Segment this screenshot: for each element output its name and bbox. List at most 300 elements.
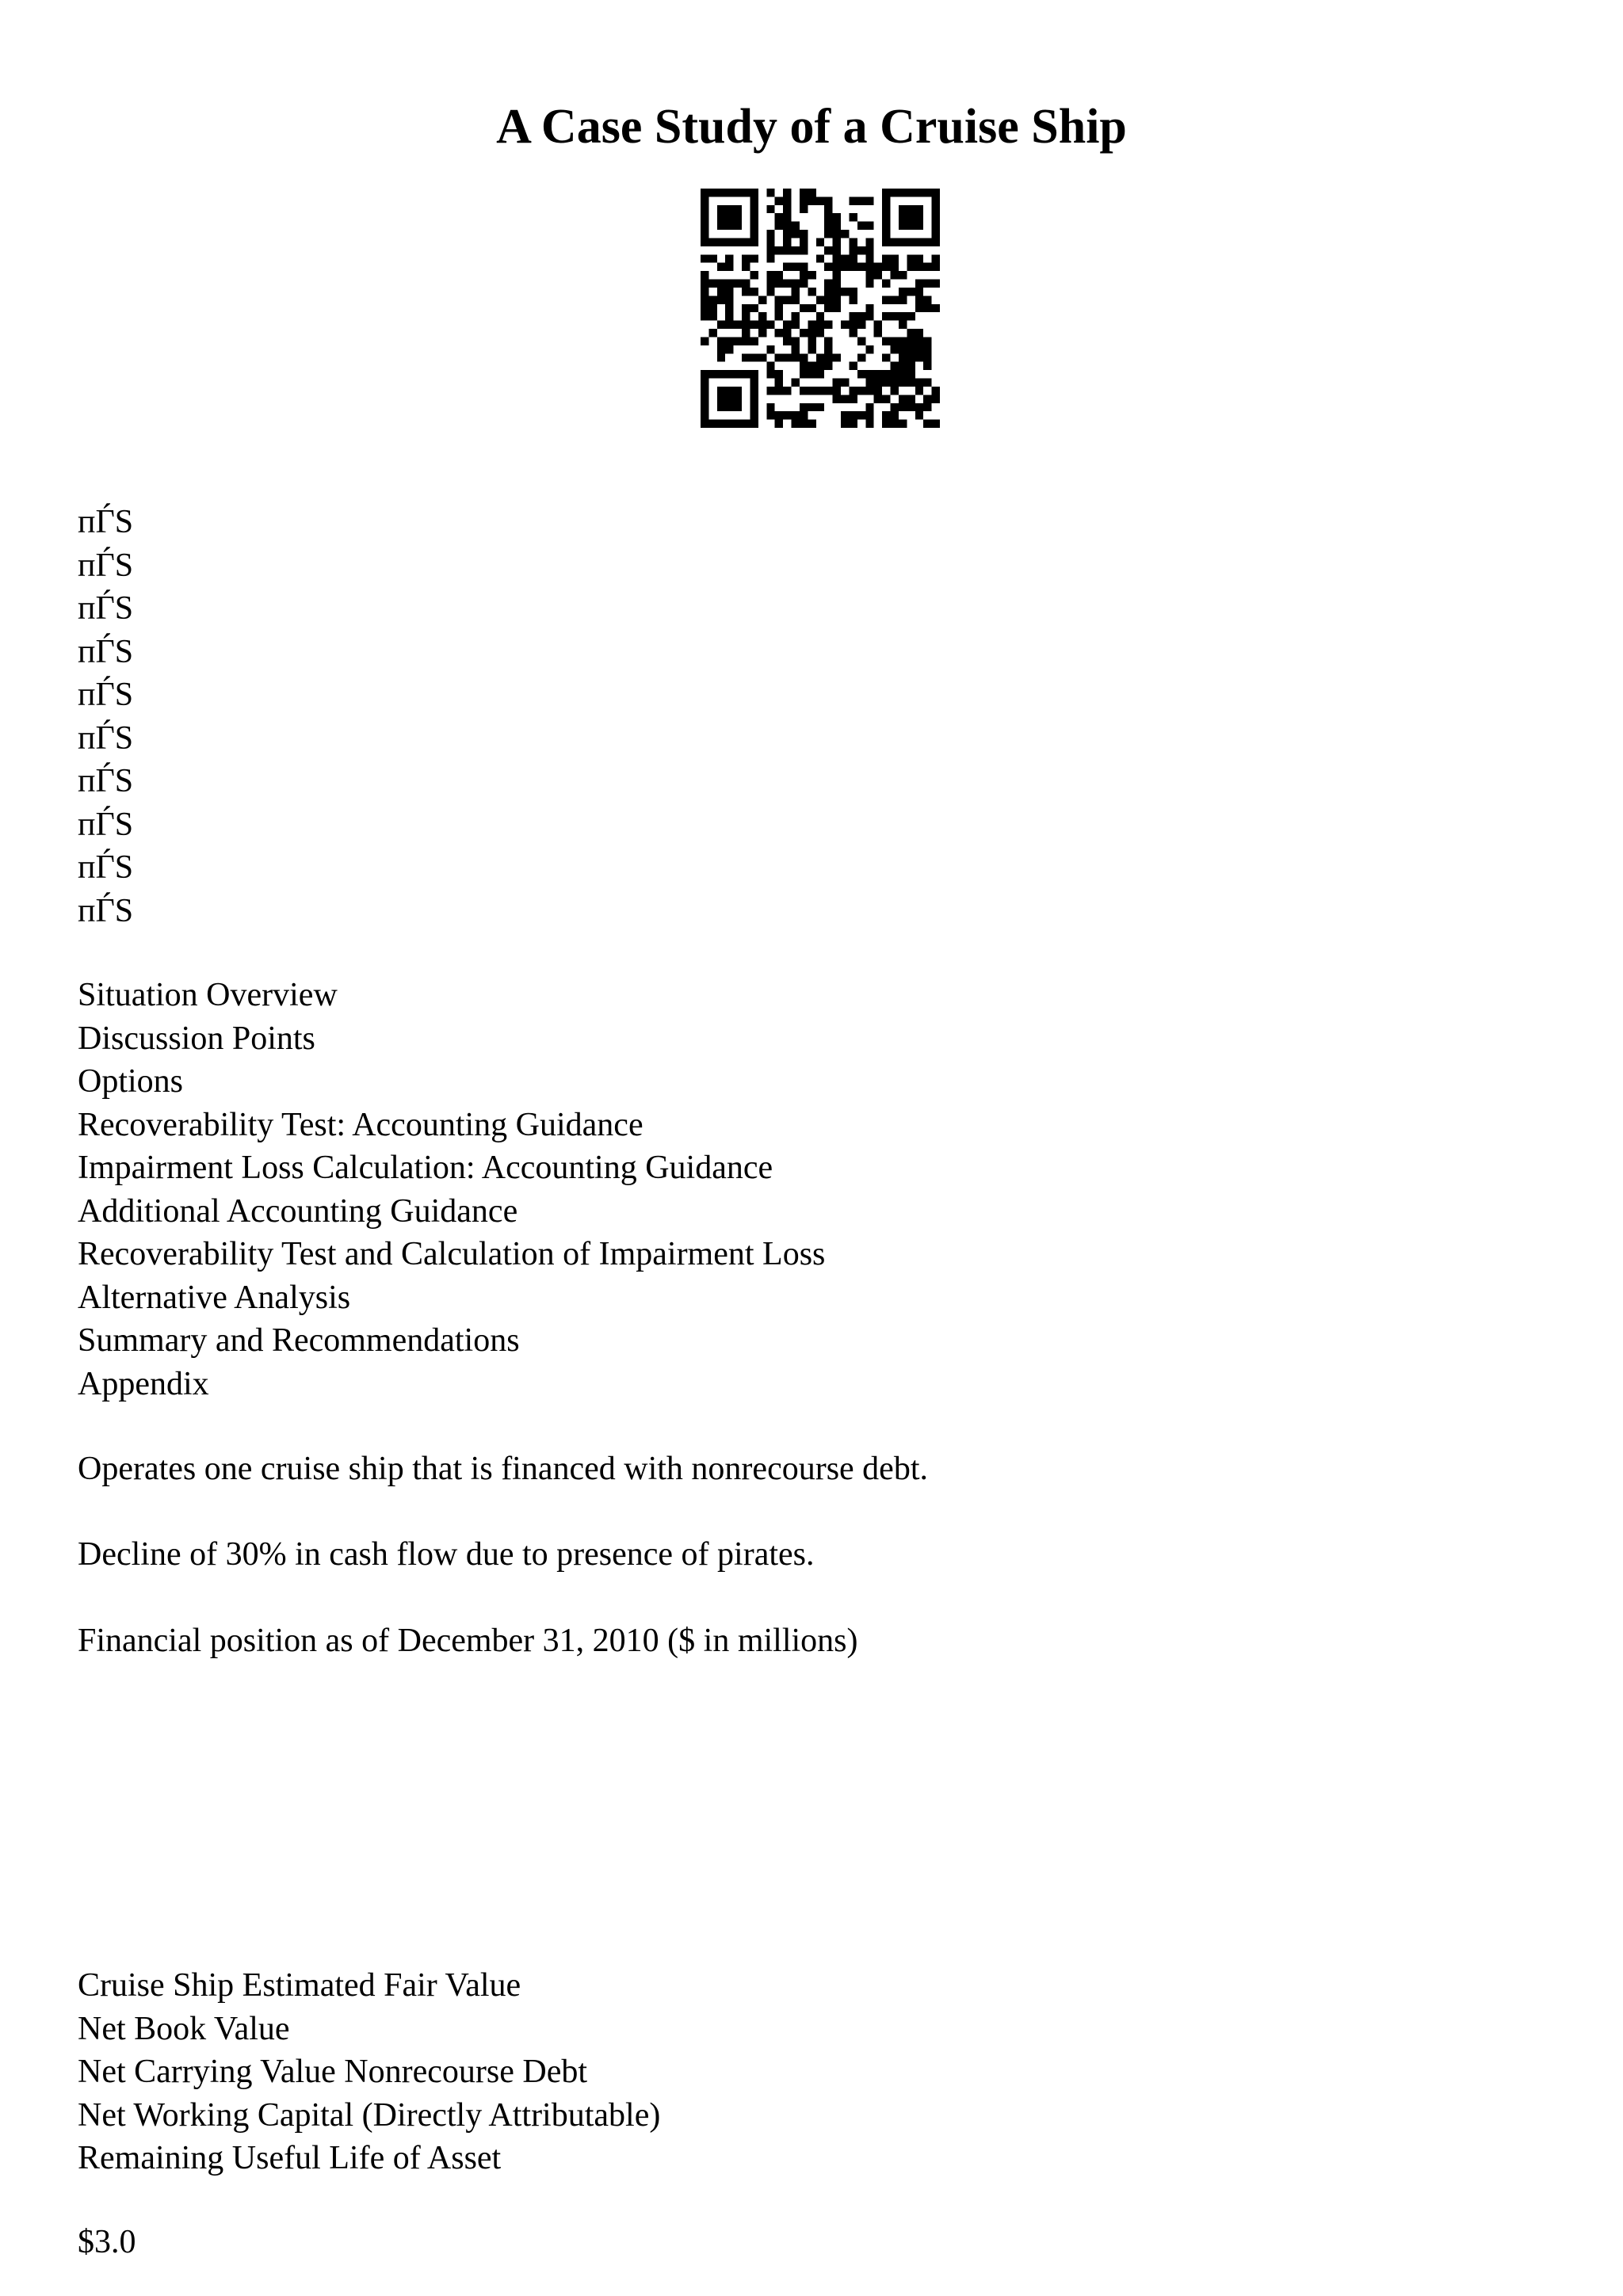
- qr-module: [833, 304, 841, 312]
- qr-module: [766, 254, 774, 262]
- qr-module: [792, 337, 800, 345]
- glyph-line: пЃЅ: [78, 590, 134, 627]
- qr-module: [882, 222, 890, 230]
- qr-module: [841, 230, 849, 238]
- qr-module: [932, 395, 940, 402]
- qr-module: [800, 329, 808, 337]
- qr-module: [742, 304, 750, 312]
- qr-module: [725, 205, 733, 213]
- qr-module: [800, 238, 808, 246]
- qr-module: [808, 362, 815, 370]
- qr-module: [923, 403, 931, 411]
- qr-module: [865, 420, 873, 428]
- qr-module: [725, 321, 733, 329]
- qr-module: [891, 345, 899, 353]
- qr-module: [701, 395, 708, 402]
- qr-module: [725, 189, 733, 196]
- qr-module: [808, 420, 815, 428]
- qr-module: [915, 353, 923, 361]
- qr-module: [891, 362, 899, 370]
- qr-module: [775, 246, 783, 254]
- qr-module: [907, 345, 915, 353]
- qr-module: [891, 263, 899, 271]
- qr-module: [734, 403, 742, 411]
- qr-module: [701, 230, 708, 238]
- qr-module: [824, 263, 832, 271]
- qr-module: [923, 420, 931, 428]
- qr-module: [775, 387, 783, 395]
- qr-module: [857, 321, 865, 329]
- qr-module: [783, 238, 791, 246]
- qr-module: [907, 213, 915, 221]
- qr-module: [792, 353, 800, 361]
- qr-module: [882, 420, 890, 428]
- qr-module: [882, 238, 890, 246]
- financial-item: Net Carrying Value Nonrecourse Debt: [78, 2054, 588, 2090]
- qr-module: [758, 353, 766, 361]
- qr-module: [882, 263, 890, 271]
- qr-module: [882, 296, 890, 303]
- qr-module: [899, 222, 907, 230]
- qr-module: [915, 304, 923, 312]
- qr-module: [865, 254, 873, 262]
- qr-module: [923, 395, 931, 402]
- qr-module: [800, 205, 808, 213]
- qr-module: [792, 288, 800, 296]
- qr-module: [915, 288, 923, 296]
- qr-module: [783, 411, 791, 419]
- qr-module: [841, 395, 849, 402]
- qr-module: [907, 222, 915, 230]
- qr-module: [742, 329, 750, 337]
- qr-module: [816, 329, 824, 337]
- qr-module: [841, 288, 849, 296]
- qr-module: [775, 312, 783, 320]
- qr-module: [907, 263, 915, 271]
- qr-module: [882, 196, 890, 204]
- qr-module: [800, 403, 808, 411]
- qr-module: [783, 205, 791, 213]
- qr-module: [849, 387, 857, 395]
- qr-module: [824, 230, 832, 238]
- qr-module: [725, 288, 733, 296]
- qr-module: [775, 329, 783, 337]
- qr-module: [742, 312, 750, 320]
- qr-module: [816, 362, 824, 370]
- qr-module: [783, 213, 791, 221]
- qr-module: [833, 395, 841, 402]
- qr-module: [899, 395, 907, 402]
- qr-module: [882, 370, 890, 378]
- glyph-line-list: [78, 501, 133, 933]
- qr-module: [701, 304, 708, 312]
- paragraph-operations: Operates one cruise ship that is financed with nonrecourse debt.: [78, 1451, 928, 1487]
- qr-module: [800, 271, 808, 279]
- qr-module: [891, 238, 899, 246]
- qr-module: [899, 189, 907, 196]
- qr-module: [800, 387, 808, 395]
- qr-module: [758, 296, 766, 303]
- toc-item: Situation Overview: [78, 977, 338, 1013]
- qr-module: [899, 288, 907, 296]
- qr-module: [742, 337, 750, 345]
- qr-module: [750, 321, 758, 329]
- qr-module: [923, 296, 931, 303]
- qr-module: [833, 353, 841, 361]
- qr-module: [783, 230, 791, 238]
- qr-module: [915, 345, 923, 353]
- qr-module: [701, 296, 708, 303]
- qr-module: [891, 370, 899, 378]
- qr-module: [725, 337, 733, 345]
- qr-module: [725, 403, 733, 411]
- qr-module: [750, 213, 758, 221]
- qr-module: [857, 263, 865, 271]
- qr-module: [824, 196, 832, 204]
- qr-module: [725, 280, 733, 288]
- qr-module: [899, 238, 907, 246]
- qr-module: [816, 403, 824, 411]
- qr-module: [725, 370, 733, 378]
- qr-module: [915, 254, 923, 262]
- qr-module: [891, 296, 899, 303]
- qr-module: [766, 280, 774, 288]
- qr-module: [717, 288, 725, 296]
- qr-module: [750, 196, 758, 204]
- qr-module: [775, 304, 783, 312]
- qr-module: [857, 387, 865, 395]
- qr-module: [734, 387, 742, 395]
- qr-module: [915, 189, 923, 196]
- qr-module: [865, 263, 873, 271]
- qr-module: [915, 222, 923, 230]
- qr-module: [899, 362, 907, 370]
- qr-module: [742, 353, 750, 361]
- qr-module: [899, 296, 907, 303]
- qr-module: [891, 411, 899, 419]
- qr-module: [923, 337, 931, 345]
- qr-module: [882, 189, 890, 196]
- qr-module: [841, 379, 849, 387]
- qr-module: [808, 271, 815, 279]
- qr-module: [865, 280, 873, 288]
- qr-module: [824, 246, 832, 254]
- qr-module: [775, 370, 783, 378]
- qr-module: [766, 230, 774, 238]
- qr-module: [725, 296, 733, 303]
- qr-module: [783, 387, 791, 395]
- qr-module: [849, 254, 857, 262]
- qr-module: [750, 370, 758, 378]
- qr-module: [701, 403, 708, 411]
- qr-module: [932, 213, 940, 221]
- qr-module: [742, 254, 750, 262]
- qr-module: [865, 304, 873, 312]
- glyph-line: пЃЅ: [78, 504, 134, 540]
- qr-module: [874, 329, 882, 337]
- qr-module: [857, 246, 865, 254]
- qr-module: [907, 362, 915, 370]
- qr-module: [907, 395, 915, 402]
- qr-module: [932, 254, 940, 262]
- qr-module: [874, 395, 882, 402]
- qr-module: [865, 222, 873, 230]
- qr-module: [833, 213, 841, 221]
- qr-module: [766, 238, 774, 246]
- qr-module: [742, 288, 750, 296]
- glyph-line: пЃЅ: [78, 892, 134, 929]
- qr-module: [808, 288, 815, 296]
- financial-items-list: [78, 1964, 660, 2180]
- qr-module: [750, 387, 758, 395]
- qr-module: [899, 271, 907, 279]
- qr-module: [932, 238, 940, 246]
- qr-module: [792, 312, 800, 320]
- qr-module: [750, 205, 758, 213]
- qr-module: [865, 238, 873, 246]
- qr-module: [891, 403, 899, 411]
- qr-module: [907, 329, 915, 337]
- qr-module: [899, 353, 907, 361]
- financial-item: Net Book Value: [78, 2010, 290, 2047]
- qr-module: [717, 238, 725, 246]
- qr-module: [758, 329, 766, 337]
- qr-module: [717, 213, 725, 221]
- qr-module: [899, 312, 907, 320]
- toc-item: Discussion Points: [78, 1020, 315, 1057]
- qr-module: [750, 304, 758, 312]
- page-title: A Case Study of a Cruise Ship: [496, 100, 1127, 154]
- qr-module: [725, 304, 733, 312]
- qr-module: [816, 353, 824, 361]
- qr-module: [824, 222, 832, 230]
- glyph-line: пЃЅ: [78, 849, 134, 886]
- qr-module: [783, 321, 791, 329]
- qr-module: [841, 411, 849, 419]
- qr-module: [857, 312, 865, 320]
- qr-module: [882, 254, 890, 262]
- qr-module: [750, 411, 758, 419]
- qr-module: [717, 321, 725, 329]
- paragraph-financial-position: Financial position as of December 31, 2010 ($ in millions): [78, 1623, 858, 1659]
- qr-module: [833, 271, 841, 279]
- qr-module: [882, 213, 890, 221]
- qr-module: [701, 387, 708, 395]
- qr-module: [915, 329, 923, 337]
- qr-module: [849, 329, 857, 337]
- qr-module: [701, 205, 708, 213]
- qr-module: [701, 196, 708, 204]
- qr-module: [899, 345, 907, 353]
- qr-module: [734, 205, 742, 213]
- qr-module: [932, 230, 940, 238]
- qr-module: [750, 189, 758, 196]
- qr-module: [734, 337, 742, 345]
- qr-module: [923, 263, 931, 271]
- qr-module: [808, 337, 815, 345]
- qr-module: [833, 280, 841, 288]
- qr-module: [849, 296, 857, 303]
- qr-module: [717, 337, 725, 345]
- qr-module: [717, 403, 725, 411]
- qr-module: [783, 329, 791, 337]
- qr-module: [766, 205, 774, 213]
- qr-module: [717, 395, 725, 402]
- qr-module: [882, 353, 890, 361]
- qr-module: [841, 420, 849, 428]
- qr-module: [865, 403, 873, 411]
- qr-module: [824, 213, 832, 221]
- qr-module: [882, 205, 890, 213]
- qr-module: [775, 353, 783, 361]
- qr-module: [708, 370, 716, 378]
- qr-module: [742, 370, 750, 378]
- qr-module: [766, 321, 774, 329]
- toc-item: Options: [78, 1063, 184, 1100]
- qr-module: [766, 271, 774, 279]
- qr-module: [717, 280, 725, 288]
- qr-module: [865, 312, 873, 320]
- qr-module: [907, 189, 915, 196]
- qr-module: [734, 420, 742, 428]
- qr-module: [899, 370, 907, 378]
- qr-module: [725, 387, 733, 395]
- qr-module: [907, 205, 915, 213]
- qr-module: [849, 246, 857, 254]
- qr-module: [932, 304, 940, 312]
- qr-module: [865, 379, 873, 387]
- qr-module: [865, 411, 873, 419]
- qr-module: [792, 246, 800, 254]
- paragraph-cash-flow-decline: Decline of 30% in cash flow due to presence of pirates.: [78, 1536, 815, 1573]
- qr-module: [891, 189, 899, 196]
- qr-module: [891, 271, 899, 279]
- qr-module: [882, 411, 890, 419]
- qr-module: [701, 222, 708, 230]
- qr-module: [932, 222, 940, 230]
- qr-module: [808, 321, 815, 329]
- qr-module: [891, 254, 899, 262]
- qr-module: [750, 222, 758, 230]
- qr-module: [833, 379, 841, 387]
- qr-module: [874, 379, 882, 387]
- qr-module: [849, 362, 857, 370]
- qr-module: [708, 189, 716, 196]
- qr-module: [750, 353, 758, 361]
- qr-module: [701, 189, 708, 196]
- qr-module: [849, 420, 857, 428]
- qr-module: [792, 296, 800, 303]
- qr-module: [775, 280, 783, 288]
- qr-module: [915, 296, 923, 303]
- qr-module: [701, 238, 708, 246]
- qr-module: [800, 304, 808, 312]
- qr-module: [865, 345, 873, 353]
- qr-module: [734, 213, 742, 221]
- qr-module: [899, 321, 907, 329]
- qr-module: [923, 353, 931, 361]
- qr-module: [725, 420, 733, 428]
- qr-module: [849, 196, 857, 204]
- qr-module: [701, 288, 708, 296]
- qr-module: [783, 353, 791, 361]
- glyph-line: пЃЅ: [78, 547, 134, 584]
- qr-module: [708, 420, 716, 428]
- qr-module: [907, 379, 915, 387]
- qr-code-graphic: [701, 189, 940, 428]
- qr-module: [824, 304, 832, 312]
- qr-module: [874, 321, 882, 329]
- qr-code-image: [701, 189, 940, 428]
- qr-module: [882, 230, 890, 238]
- qr-module: [923, 304, 931, 312]
- qr-module: [923, 189, 931, 196]
- qr-module: [915, 379, 923, 387]
- qr-module: [915, 263, 923, 271]
- qr-module: [717, 345, 725, 353]
- qr-module: [766, 411, 774, 419]
- qr-module: [874, 271, 882, 279]
- qr-module: [907, 312, 915, 320]
- qr-module: [766, 403, 774, 411]
- qr-module: [701, 312, 708, 320]
- qr-module: [750, 420, 758, 428]
- qr-module: [816, 196, 824, 204]
- qr-module: [750, 379, 758, 387]
- qr-module: [708, 254, 716, 262]
- toc-item: Impairment Loss Calculation: Accounting Guidance: [78, 1150, 773, 1186]
- qr-module: [766, 189, 774, 196]
- qr-module: [734, 189, 742, 196]
- qr-module: [725, 254, 733, 262]
- financial-item: Cruise Ship Estimated Fair Value: [78, 1967, 521, 2004]
- glyph-line: пЃЅ: [78, 633, 134, 670]
- qr-module: [816, 387, 824, 395]
- qr-module: [808, 196, 815, 204]
- qr-module: [824, 362, 832, 370]
- qr-module: [857, 337, 865, 345]
- qr-module: [717, 387, 725, 395]
- qr-module: [717, 420, 725, 428]
- qr-module: [882, 379, 890, 387]
- qr-module: [750, 230, 758, 238]
- qr-module: [833, 288, 841, 296]
- qr-module: [708, 280, 716, 288]
- qr-module: [800, 189, 808, 196]
- toc-item: Alternative Analysis: [78, 1279, 351, 1316]
- qr-module: [824, 280, 832, 288]
- qr-module: [734, 280, 742, 288]
- toc-item: Additional Accounting Guidance: [78, 1192, 518, 1230]
- qr-module: [857, 196, 865, 204]
- qr-module: [766, 288, 774, 296]
- qr-module: [874, 263, 882, 271]
- qr-module: [932, 387, 940, 395]
- qr-module: [849, 288, 857, 296]
- qr-module: [907, 254, 915, 262]
- qr-module: [824, 345, 832, 353]
- qr-module: [824, 353, 832, 361]
- qr-module: [775, 271, 783, 279]
- qr-module: [800, 196, 808, 204]
- qr-module: [734, 238, 742, 246]
- qr-module: [824, 288, 832, 296]
- qr-module: [899, 420, 907, 428]
- qr-module: [874, 370, 882, 378]
- qr-module: [915, 337, 923, 345]
- qr-module: [725, 222, 733, 230]
- qr-module: [907, 288, 915, 296]
